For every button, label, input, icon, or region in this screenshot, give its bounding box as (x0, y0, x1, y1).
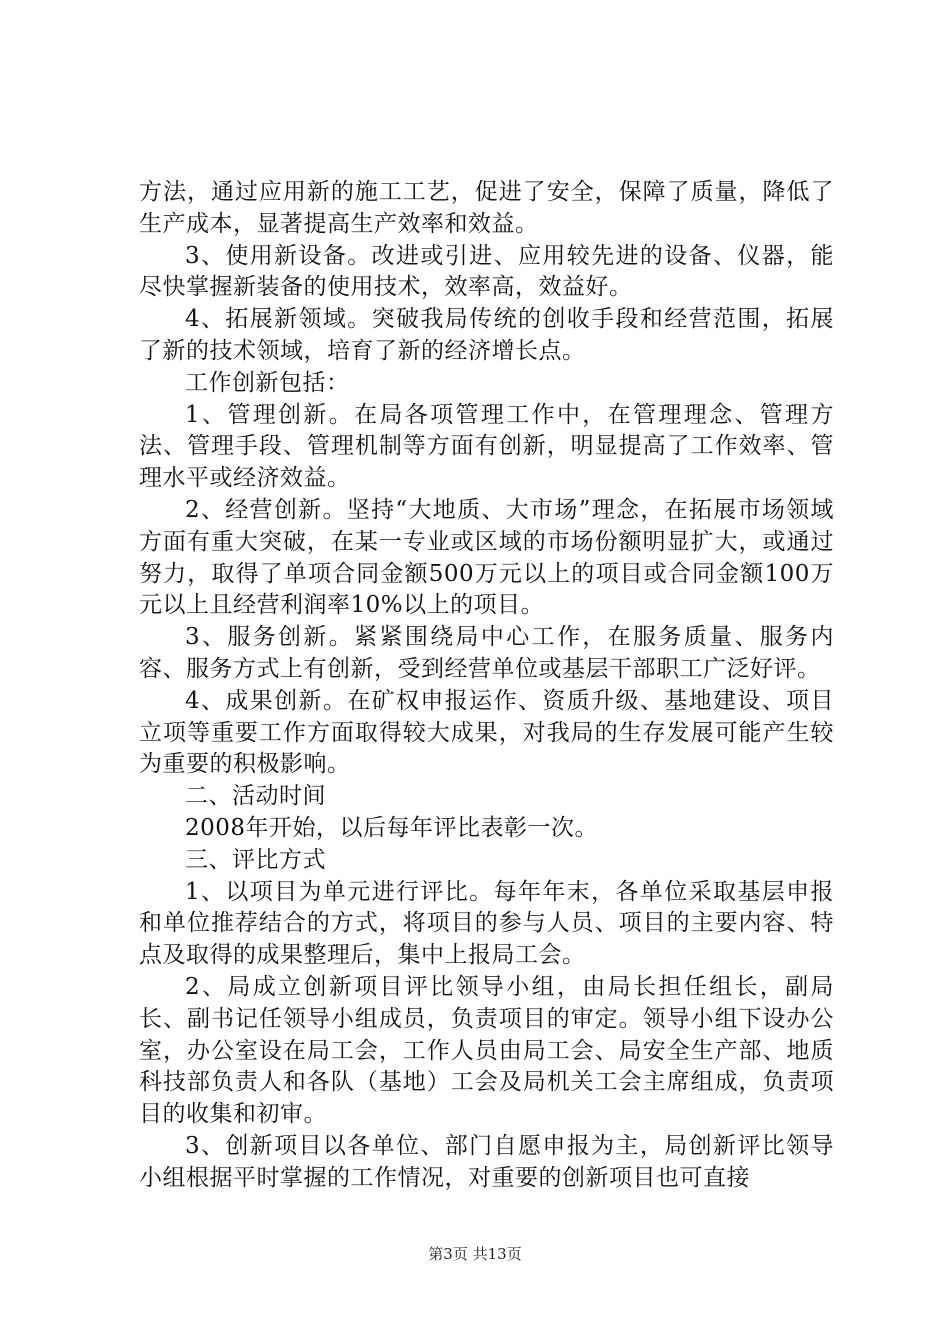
paragraph-3: 4、拓展新领域。突破我局传统的创收手段和经营范围，拓展了新的技术领域，培育了新的经济增长点。 (139, 306, 834, 364)
page-footer: 第3页 共13页 (428, 1245, 522, 1263)
section-heading-activity-time: 二、活动时间 (185, 783, 326, 810)
paragraph-10: 2008年开始，以后每年评比表彰一次。 (185, 814, 599, 841)
paragraph-14: 3、创新项目以各单位、部门自愿申报为主，局创新评比领导小组根据平时掌握的工作情况，对重要的创新项目也可直接 (139, 1132, 834, 1191)
paragraph-4: 工作创新包括： (185, 369, 350, 396)
paragraph-1: 方法，通过应用新的施工工艺，促进了安全，保障了质量，降低了生产成本，显著提高生产效率和效益。 (139, 179, 834, 237)
paragraph-13: 2、局成立创新项目评比领导小组，由局长担任组长，副局长、副书记任领导小组成员，负责项目的审定。领导小组下设办公室，办公室设在局工会，工作人员由局工会、局安全生产部、地质科技部负责人和各队（基地）工会及局机关工会主席组成，负责项目的收集和初审。 (139, 973, 834, 1128)
paragraph-5: 1、管理创新。在局各项管理工作中，在管理理念、管理方法、管理手段、管理机制等方面有创新，明显提高了工作效率、管理水平或经济效益。 (139, 401, 834, 492)
paragraph-12: 1、以项目为单元进行评比。每年年末，各单位采取基层申报和单位推荐结合的方式，将项目的参与人员、项目的主要内容、特点及取得的成果整理后，集中上报局工会。 (139, 878, 834, 969)
paragraph-7: 3、服务创新。紧紧围绕局中心工作，在服务质量、服务内容、服务方式上有创新，受到经营单位或基层干部职工广泛好评。 (139, 624, 834, 682)
paragraph-2: 3、使用新设备。改进或引进、应用较先进的设备、仪器，能尽快掌握新装备的使用技术，效率高，效益好。 (139, 242, 834, 301)
paragraph-6: 2、经营创新。坚持“大地质、大市场”理念，在拓展市场领域方面有重大突破，在某一专业或区域的市场份额明显扩大，或通过努力，取得了单项合同金额500万元以上的项目或合同金额100万元以上且经营利润率10%以上的项目。 (139, 496, 834, 619)
section-heading-evaluation-method: 三、评比方式 (185, 846, 326, 873)
document-body (139, 177, 834, 1195)
paragraph-8: 4、成果创新。在矿权申报运作、资质升级、基地建设、项目立项等重要工作方面取得较大成果，对我局的生存发展可能产生较为重要的积极影响。 (139, 687, 834, 778)
